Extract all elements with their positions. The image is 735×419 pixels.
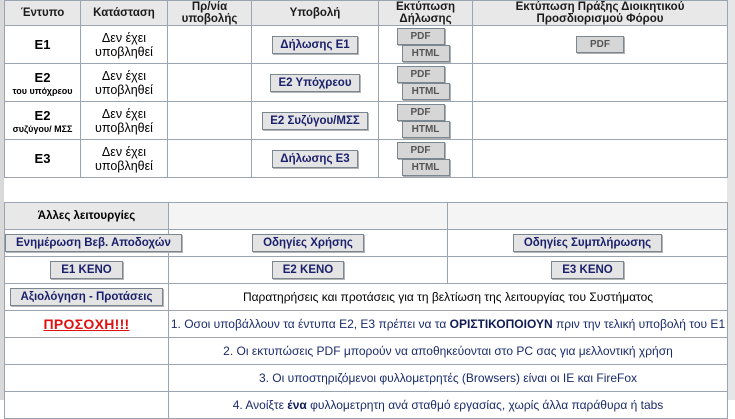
print-html-button[interactable]: HTML [402, 45, 450, 62]
warning-cell-filler-3 [5, 392, 169, 419]
e3-blank-form-button[interactable]: Ε3 ΚΕΝΟ [551, 261, 624, 279]
form-submission-date [168, 26, 252, 64]
right-gutter [727, 0, 735, 400]
print-html-button[interactable]: HTML [402, 121, 450, 138]
tip-text-suffix: πριν την τελική υποβολή του Ε1 [552, 317, 726, 331]
print-tax-act-cell [473, 64, 728, 102]
form-status: Δεν έχει υποβληθεί [81, 102, 168, 140]
evaluation-suggestions-button[interactable]: Αξιολόγηση - Προτάσεις [10, 288, 164, 306]
section-spacer [4, 178, 727, 200]
cell-e2-blank [169, 257, 448, 284]
print-tax-act-pdf-button[interactable]: PDF [576, 36, 624, 53]
tip-item [169, 365, 728, 392]
table-row [5, 26, 728, 64]
print-html-button[interactable]: HTML [402, 83, 450, 100]
warning-label: ΠΡΟΣΟΧΗ!!! [43, 316, 130, 332]
cell-filling-instructions [448, 230, 728, 257]
submit-button[interactable]: Δήλωσης Ε1 [272, 36, 357, 54]
form-code: E1 [34, 37, 51, 52]
table-row [5, 140, 728, 178]
cell-evaluation [5, 284, 169, 311]
form-code: E3 [34, 151, 51, 166]
form-code-subtitle: συζύγου/ ΜΣΣ [12, 123, 73, 134]
column-header-form: Έντυπο [5, 1, 81, 26]
column-header-print-tax-act: Εκτύπωση Πράξης Διοικητικού Προσδιορισμού Φόρου [473, 1, 728, 26]
form-code-subtitle: του υπόχρεου [12, 85, 73, 96]
print-pdf-button[interactable]: PDF [397, 104, 445, 121]
e2-blank-form-button[interactable]: Ε2 ΚΕΝΟ [272, 261, 345, 279]
submit-cell [252, 102, 379, 140]
cell-usage-instructions [169, 230, 448, 257]
tip-text-prefix: 1. Οσοι υποβάλλουν τα έντυπα Ε2, Ε3 πρέπει να τα [170, 317, 450, 331]
column-header-print-declaration: Εκτύπωση Δήλωσης [379, 1, 473, 26]
form-code-cell [5, 64, 81, 102]
warning-cell-filler-1 [5, 338, 169, 365]
tax-forms-table [4, 0, 728, 178]
filling-instructions-button[interactable]: Οδηγίες Συμπλήρωσης [513, 234, 662, 252]
tip-text-bold: ΟΡΙΣΤΙΚΟΠΟΙΟΥΝ [449, 317, 553, 331]
print-tax-act-cell [473, 140, 728, 178]
print-declaration-cell [379, 26, 473, 64]
table-row [5, 102, 728, 140]
evaluation-note: Παρατηρήσεις και προτάσεις για τη βελτίωση της λειτουργίας του Συστήματος [169, 284, 728, 311]
print-pdf-button[interactable]: PDF [397, 28, 445, 45]
print-declaration-cell [379, 102, 473, 140]
tip-row-4 [5, 392, 728, 419]
table-header-row [5, 1, 728, 26]
e1-blank-form-button[interactable]: Ε1 ΚΕΝΟ [50, 261, 123, 279]
form-submission-date [168, 64, 252, 102]
update-income-certificate-button[interactable]: Ενημέρωση Βεβ. Αποδοχών [5, 234, 182, 252]
form-code: E2 [34, 107, 51, 123]
other-functions-title: Άλλες λειτουργίες [5, 203, 169, 230]
form-status: Δεν έχει υποβληθεί [81, 64, 168, 102]
table-row [5, 64, 728, 102]
warning-cell-filler-2 [5, 365, 169, 392]
column-header-date: Πρ/νία υποβολής [168, 1, 252, 26]
tip-item [169, 311, 728, 338]
print-pdf-button[interactable]: PDF [397, 66, 445, 83]
tip-row-1 [5, 311, 728, 338]
cell-e3-blank [448, 257, 728, 284]
print-html-button[interactable]: HTML [402, 159, 450, 176]
print-declaration-cell [379, 140, 473, 178]
submit-button[interactable]: Ε2 Υπόχρεου [270, 74, 359, 92]
tip-text-prefix: 3. Οι υποστηριζόμενοι φυλλομετρητές (Browsers) είναι οι ΙΕ και FireFox [258, 371, 638, 385]
tip-item [169, 392, 728, 419]
submit-button[interactable]: Δήλωσης Ε3 [272, 150, 357, 168]
tip-row-2 [5, 338, 728, 365]
cell-update-income-cert [5, 230, 169, 257]
tip-text-prefix: 4. Ανοίξτε [232, 398, 288, 412]
page-content [4, 0, 727, 419]
column-header-submit: Υποβολή [252, 1, 379, 26]
print-declaration-cell [379, 64, 473, 102]
usage-instructions-button[interactable]: Οδηγίες Χρήσης [252, 234, 364, 252]
form-code-cell [5, 140, 81, 178]
form-submission-date [168, 102, 252, 140]
form-code: E2 [34, 69, 51, 85]
submit-button[interactable]: Ε2 Συζύγου/ΜΣΣ [262, 112, 368, 130]
tip-text-prefix: 2. Οι εκτυπώσεις PDF μπορούν να αποθηκεύονται στο PC σας για μελλοντική χρήση [223, 344, 673, 358]
tip-text-suffix: φυλλομετρητη ανά σταθμό εργασίας, χωρίς άλλα παράθυρα ή tabs [306, 398, 664, 412]
print-tax-act-cell [473, 102, 728, 140]
other-functions-row-2 [5, 257, 728, 284]
column-header-status: Κατάσταση [81, 1, 168, 26]
submit-cell [252, 140, 379, 178]
other-functions-row-1 [5, 230, 728, 257]
tip-item [169, 338, 728, 365]
other-functions-row-3 [5, 284, 728, 311]
form-code-cell [5, 102, 81, 140]
form-code-cell [5, 26, 81, 64]
other-functions-header-filler-2 [448, 203, 728, 230]
tip-text-bold: ένα [287, 398, 307, 412]
form-status: Δεν έχει υποβληθεί [81, 26, 168, 64]
form-submission-date [168, 140, 252, 178]
print-tax-act-cell [473, 26, 728, 64]
other-functions-table [4, 202, 728, 419]
warning-cell [5, 311, 169, 338]
form-status: Δεν έχει υποβληθεί [81, 140, 168, 178]
tip-row-3 [5, 365, 728, 392]
print-pdf-button[interactable]: PDF [397, 142, 445, 159]
other-functions-header-row [5, 203, 728, 230]
other-functions-header-filler-1 [169, 203, 448, 230]
submit-cell [252, 64, 379, 102]
cell-e1-blank [5, 257, 169, 284]
submit-cell [252, 26, 379, 64]
